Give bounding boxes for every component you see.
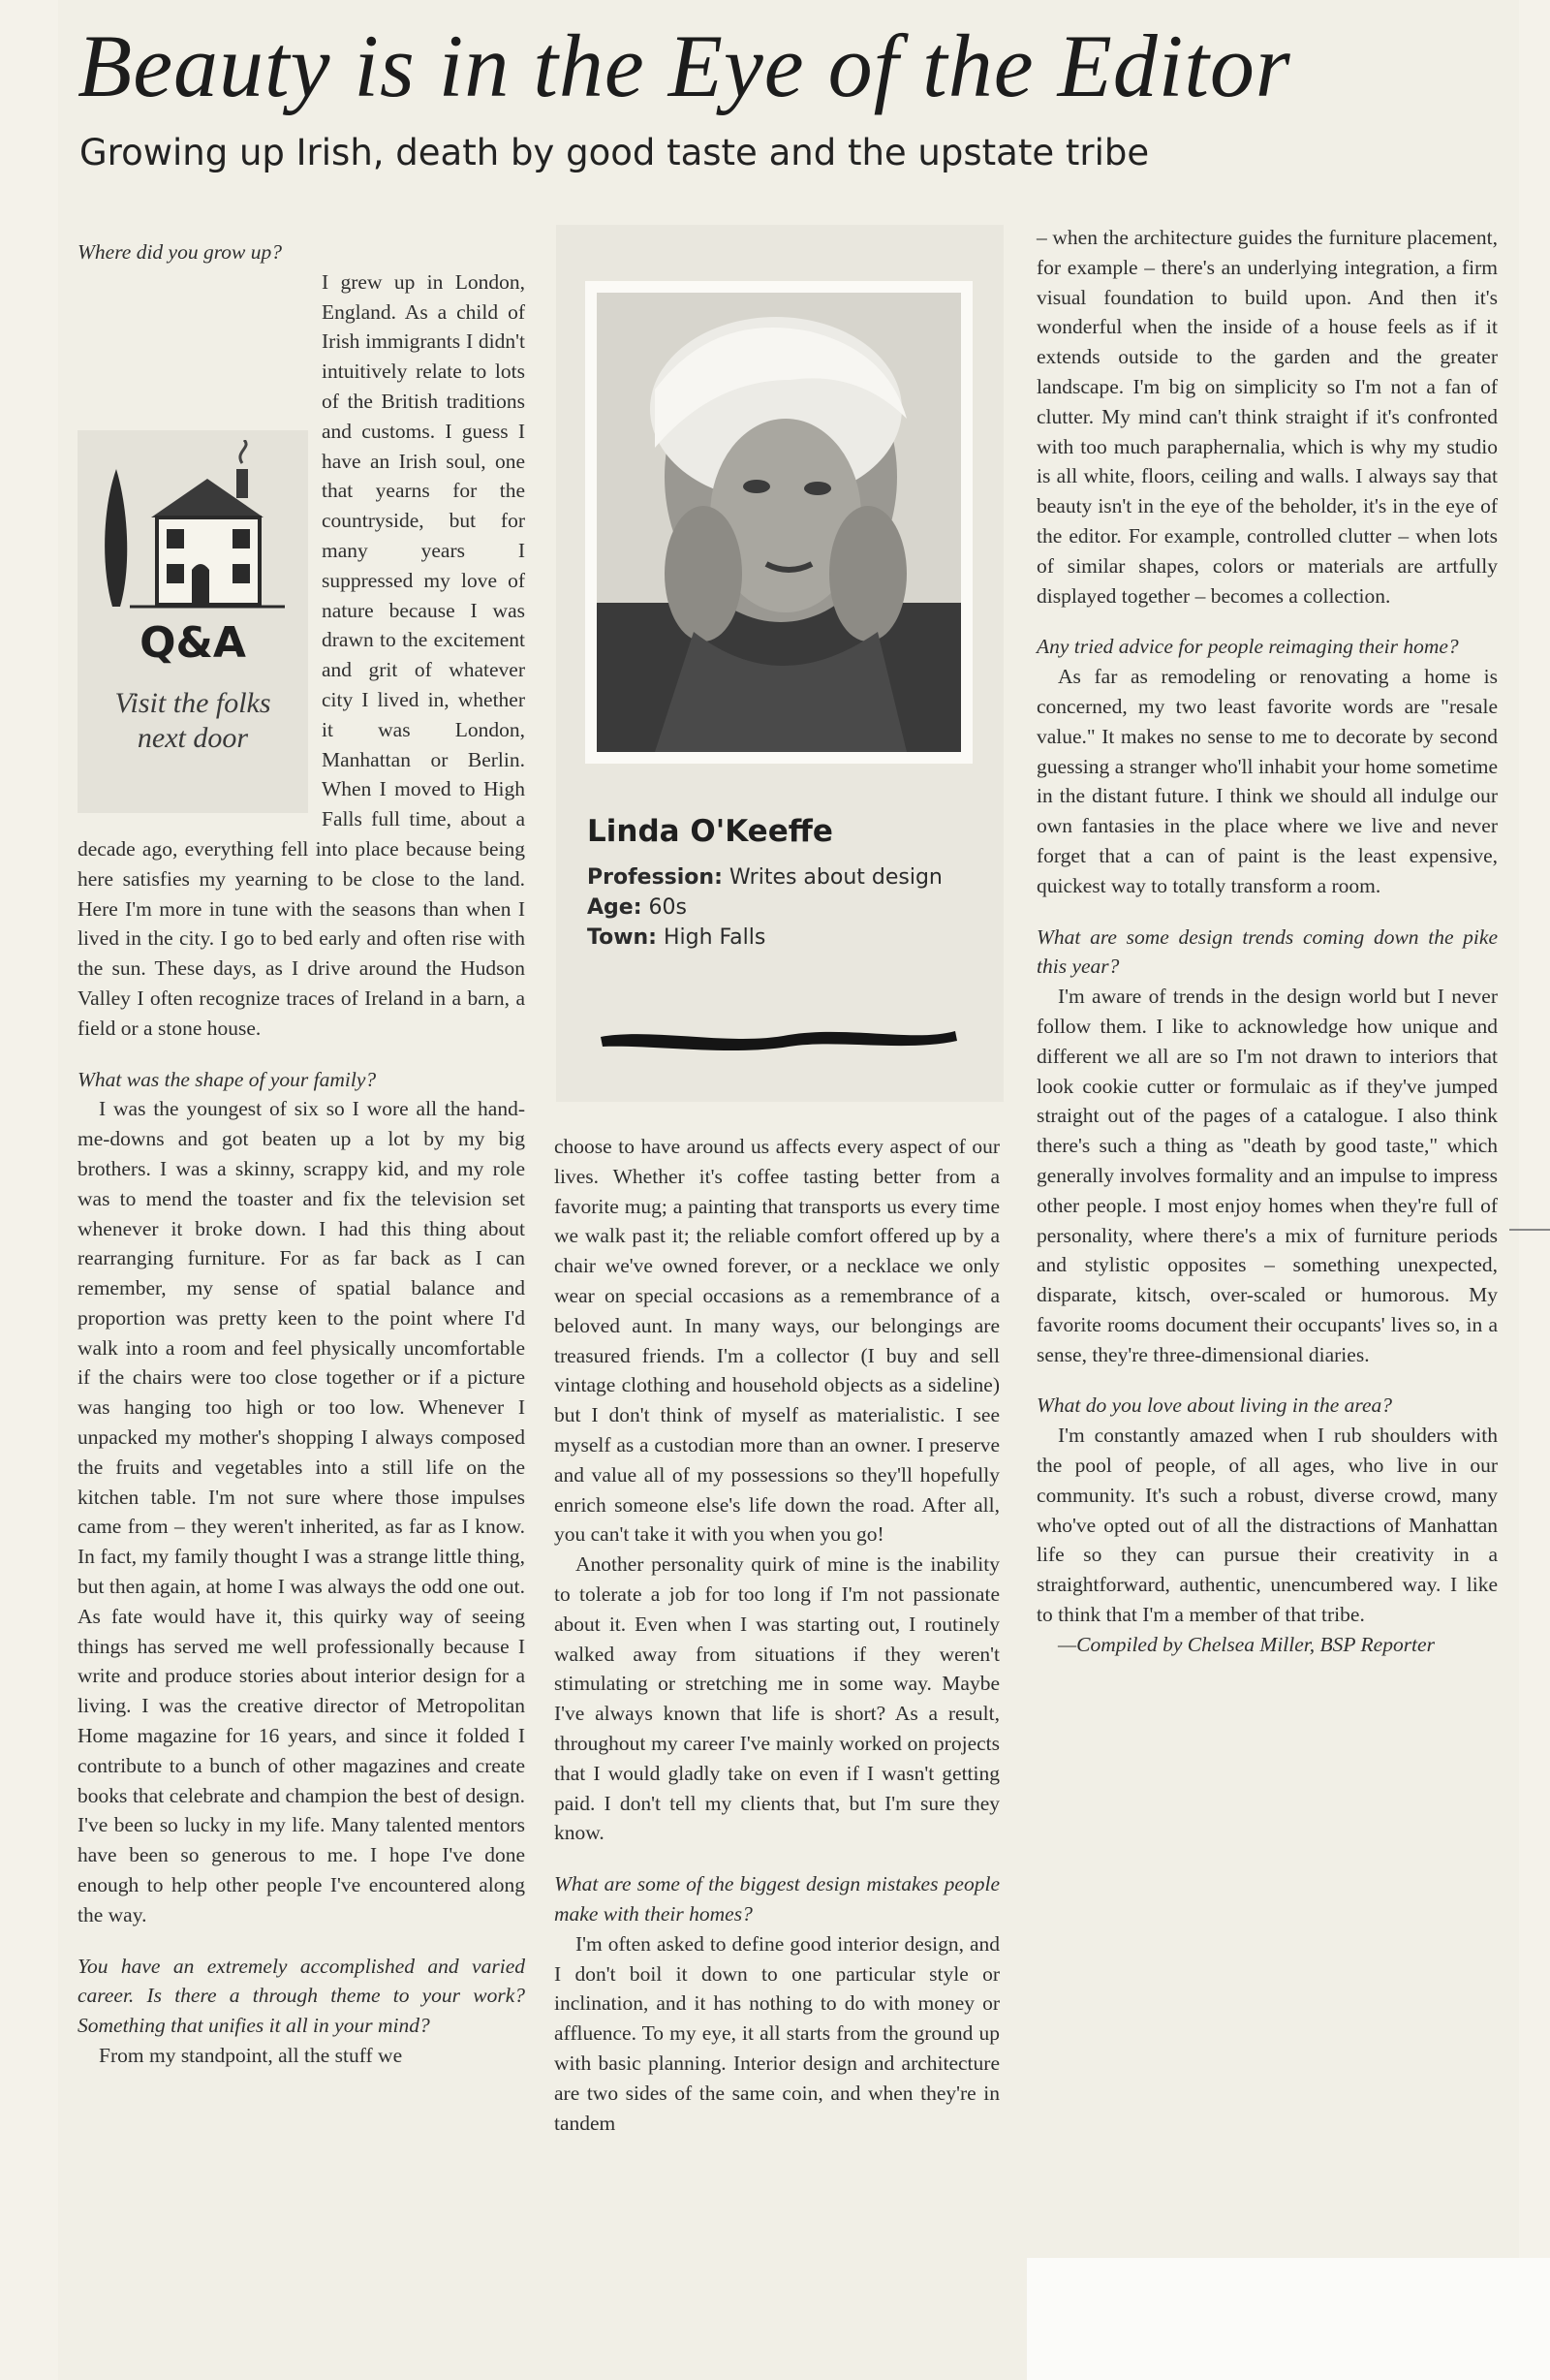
qa-box	[78, 430, 308, 813]
answer-paragraph: As far as remodeling or renovating a home is concerned, my two least favorite words are "resale value." It makes no sense to me to decorate by second guessing a stranger who'll inhabit your home sometime in the distant future. I think we should all indulge our own fantasies in the place where we live and never forget that a can of paint is the least expensive, quickest way to totally transform a room.	[1037, 665, 1498, 897]
page-edge	[1027, 2258, 1550, 2380]
answer-paragraph: Another personality quirk of mine is the inability to tolerate a job for too long if I'm not passionate about it. Even when I was starting out, I routinely walked away from situations if they weren't stimulating or stretching me in some way. Maybe I've always known that life is short? As a result, throughout my career I've mainly worked on projects that I would gladly take on even if I wasn't getting paid. I don't tell my clients that, but I'm sure they know.	[554, 1552, 1000, 1845]
brush-stroke-icon	[595, 1018, 963, 1056]
portrait-photo	[597, 293, 961, 752]
reporter-credit: —Compiled by Chelsea Miller, BSP Reporter	[1058, 1632, 1435, 1656]
article-column-2	[554, 1132, 1000, 2138]
answer-paragraph: I'm constantly amazed when I rub shoulders with the pool of people, of all ages, who live in our community. It's such a robust, diverse crowd, many who've opted out of all the distractions of Manhattan life so they can pursue their creativity in a straightforward, authentic, unencumbered way. I like to think that I'm a member of that tribe.	[1037, 1424, 1498, 1627]
answer-paragraph: I was the youngest of six so I wore all the hand-me-downs and got beaten up a lot by my big brothers. I was a skinny, scrappy kid, and my role was to mend the toaster and fix the television set whenever it broke down. I had this thing about rearranging furniture. For as far back as I can remember, my sense of spatial balance and proportion was pretty keen to the point where I'd walk into a room and feel physically uncomfortable if the chairs were too close together or if a picture was hanging too high or too low. Whenever I unpacked my mother's shopping I always composed the fruits and vegetables into a still life on the kitchen table. I'm not sure where those impulses came from – they weren't inherited, as far as I know. In fact, my family thought I was a strange little thing, but then again, at home I was always the odd one out. As fate would have it, this quirky way of seeing things has served me well professionally because I write and produce stories about interior design for a living. I was the creative director of Metropolitan Home magazine for 16 years, and since it folded I contribute to a bunch of other magazines and create books that celebrate and champion the best of design. I've been so lucky in my life. Many talented mentors have been so generous to me. I hope I've done enough to help other people I've encountered along the way.	[78, 1097, 525, 1926]
qa-subtitle: Visit the folks next door	[114, 686, 271, 754]
headline: Beauty is in the Eye of the Editor	[78, 16, 1291, 115]
profession-row: Profession: Writes about design	[587, 865, 943, 890]
profile-facts	[587, 862, 994, 953]
answer-paragraph: choose to have around us affects every aspect of our lives. Whether it's coffee tasting better from a favorite mug; a painting that transports us every time we walk past it; the reliable comfort offered up by a chair we've owned forever, or a necklace we only wear on special occasions as a remembrance of a beloved aunt. In many ways, our belongings are treasured friends. I'm a collector (I buy and sell vintage clothing and household objects as a sideline) but I don't think of myself as materialistic. I see myself as a custodian more than an owner. I preserve and value all of my possessions so they'll hopefully enrich someone else's life down the road. After all, you can't take it with you when you go!	[554, 1135, 1000, 1547]
subheadline: Growing up Irish, death by good taste and the upstate tribe	[79, 132, 1150, 173]
answer-paragraph: Q&A Visit the folks next door I grew up in London, England. As a child of Irish immigrants I didn't intuitively relate to lots of the British traditions and customs. I guess I have an Irish soul, one that yearns for the countryside, but for many years I suppressed my love of nature because I was drawn to the excitement and grit of whatever city I lived in, whether it was London, Manhattan or Berlin. When I moved to High Falls full time, about a decade ago, everything fell into place because being here satisfies my yearning to be close to the land. Here I'm more in tune with the seasons than when I lived in the city. I go to bed early and often rise with the sun. These days, as I drive around the Hudson Valley I often recognize traces of Ireland in a barn, a field or a stone house.	[78, 269, 525, 1040]
answer-paragraph: I'm often asked to define good interior design, and I don't boil it down to one particular style or inclination, and it has nothing to do with money or affluence. To my eye, it all starts from the ground up with basic planning. Interior design and architecture are two sides of the same coin, and when they're in tandem	[554, 1931, 1000, 2135]
house-illustration-icon	[91, 440, 296, 614]
answer-paragraph: – when the architecture guides the furniture placement, for example – there's an underlying integration, a firm visual foundation to build upon. And then it's wonderful when the inside of a house feels as if it extends outside to the garden and the greater landscape. I'm big on simplicity so I'm not a fan of clutter. My mind can't think straight if it's confronted with too much paraphernalia, which is why my studio is all white, floors, ceiling and walls. I always say that beauty isn't in the eye of the beholder, it's in the eye of the editor. For example, controlled clutter – when lots of similar shapes, colors or materials are artfully displayed together – becomes a collection.	[1037, 226, 1498, 608]
question: What was the shape of your family?	[78, 1067, 377, 1091]
age-row: Age: 60s	[587, 895, 687, 920]
question: What do you love about living in the area?	[1037, 1394, 1393, 1418]
fold-mark	[1509, 1229, 1550, 1231]
question: Where did you grow up?	[78, 240, 282, 264]
town-row: Town: High Falls	[587, 925, 766, 950]
question: You have an extremely accomplished and varied career. Is there a through theme to your work? Something that unifies it all in your mind?	[78, 1954, 525, 2038]
answer-paragraph: From my standpoint, all the stuff we	[99, 2044, 403, 2068]
question: What are some of the biggest design mistakes people make with their homes?	[554, 1872, 1000, 1926]
profile-box	[556, 225, 1004, 1102]
portrait-frame	[585, 281, 973, 764]
article-column-3	[1037, 223, 1498, 1660]
answer-paragraph: I'm aware of trends in the design world but I never follow them. I like to acknowledge how unique and different we all are so I'm not drawn to interiors that look cookie cutter or formulaic as if they've jumped straight out of the pages of a catalogue. I also think there's such a thing as "death by good taste," which generally involves formality and an impulse to impress other people. I most enjoy homes when they're full of personality, where there's a mix of furniture periods and stylistic opposites – something unexpected, disparate, kitsch, over-scaled or humorous. My favorite rooms document their occupants' lives so, in a sense, they're three-dimensional diaries.	[1037, 985, 1498, 1366]
qa-title: Q&A	[140, 617, 246, 668]
profile-name: Linda O'Keeffe	[587, 814, 833, 849]
question: Any tried advice for people reimaging their home?	[1037, 635, 1459, 659]
article-column-1	[78, 237, 525, 2071]
question: What are some design trends coming down the pike this year?	[1037, 924, 1498, 979]
